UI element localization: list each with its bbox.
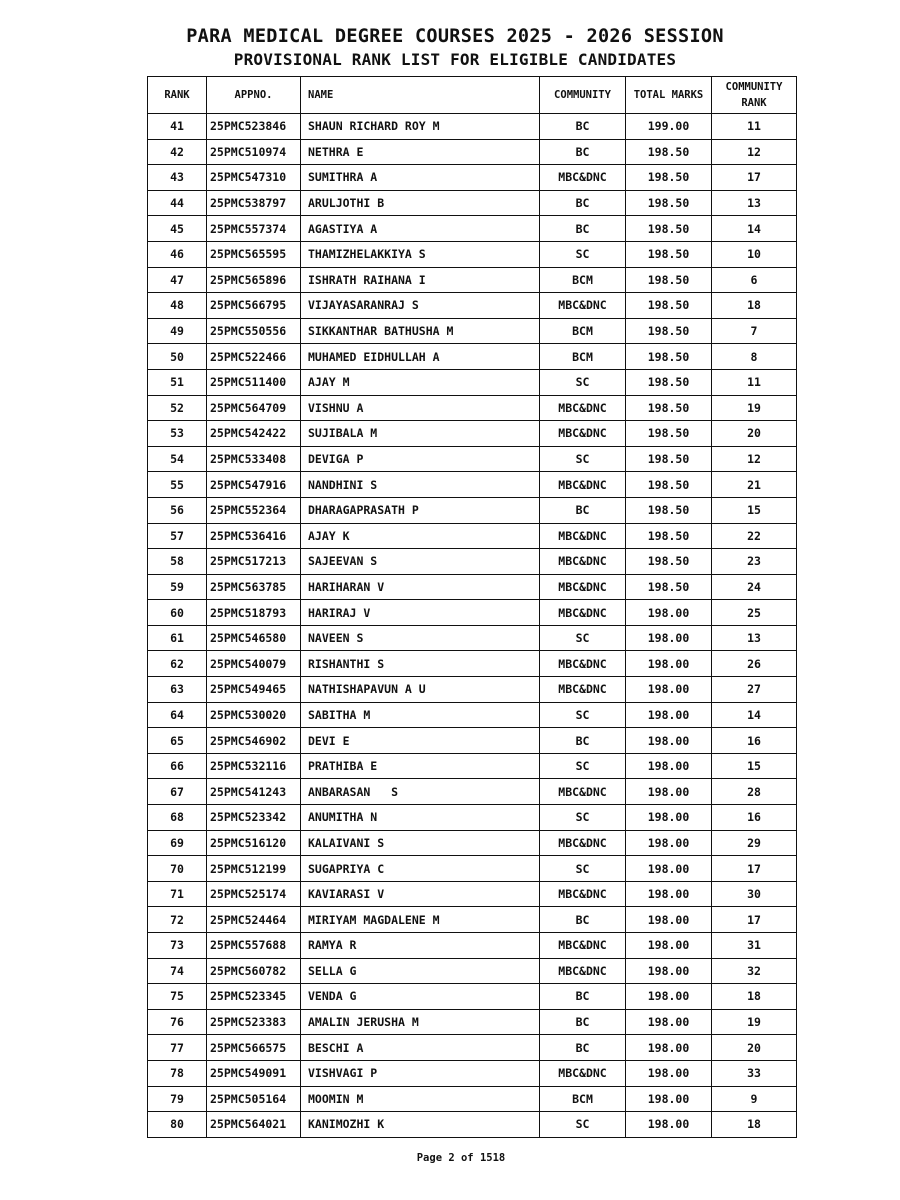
community-rank-cell: 28	[712, 779, 797, 805]
community-cell: SC	[540, 241, 626, 267]
community-rank-cell: 17	[712, 856, 797, 882]
rank-cell: 73	[148, 933, 207, 959]
header-community-rank: COMMUNITY RANK	[712, 77, 797, 114]
table-row	[148, 114, 797, 140]
appno-cell: 25PMC564709	[207, 395, 301, 421]
rank-cell: 68	[148, 805, 207, 831]
community-cell: BCM	[540, 1086, 626, 1112]
rank-cell: 78	[148, 1060, 207, 1086]
community-rank-cell: 12	[712, 446, 797, 472]
community-rank-cell: 26	[712, 651, 797, 677]
total-marks-cell: 198.00	[626, 830, 712, 856]
table-row	[148, 933, 797, 959]
community-cell: BC	[540, 907, 626, 933]
name-cell: SUMITHRA A	[301, 165, 540, 191]
name-cell: HARIHARAN V	[301, 574, 540, 600]
name-cell: KALAIVANI S	[301, 830, 540, 856]
total-marks-cell: 198.50	[626, 523, 712, 549]
community-cell: BC	[540, 497, 626, 523]
appno-cell: 25PMC549465	[207, 677, 301, 703]
community-cell: SC	[540, 1112, 626, 1138]
total-marks-cell: 198.00	[626, 677, 712, 703]
community-cell: MBC&DNC	[540, 830, 626, 856]
header-rank: RANK	[148, 77, 207, 114]
name-cell: VISHNU A	[301, 395, 540, 421]
rank-cell: 71	[148, 881, 207, 907]
page-number: Page 2 of 1518	[416, 1152, 506, 1164]
table-row	[148, 600, 797, 626]
table-row	[148, 907, 797, 933]
name-cell: MOOMIN M	[301, 1086, 540, 1112]
name-cell: BESCHI A	[301, 1035, 540, 1061]
rank-cell: 63	[148, 677, 207, 703]
community-rank-cell: 14	[712, 702, 797, 728]
total-marks-cell: 198.00	[626, 625, 712, 651]
community-cell: MBC&DNC	[540, 293, 626, 319]
appno-cell: 25PMC533408	[207, 446, 301, 472]
community-rank-cell: 17	[712, 165, 797, 191]
appno-cell: 25PMC546580	[207, 625, 301, 651]
name-cell: AMALIN JERUSHA M	[301, 1009, 540, 1035]
community-rank-cell: 11	[712, 114, 797, 140]
rank-cell: 74	[148, 958, 207, 984]
rank-cell: 49	[148, 318, 207, 344]
table-body	[148, 114, 797, 1138]
rank-cell: 50	[148, 344, 207, 370]
appno-cell: 25PMC530020	[207, 702, 301, 728]
total-marks-cell: 198.50	[626, 549, 712, 575]
name-cell: NAVEEN S	[301, 625, 540, 651]
community-rank-cell: 16	[712, 805, 797, 831]
rank-cell: 41	[148, 114, 207, 140]
community-cell: MBC&DNC	[540, 421, 626, 447]
header-name: NAME	[301, 77, 540, 114]
community-rank-cell: 19	[712, 395, 797, 421]
table-row	[148, 165, 797, 191]
name-cell: RISHANTHI S	[301, 651, 540, 677]
name-cell: KANIMOZHI K	[301, 1112, 540, 1138]
name-cell: VENDA G	[301, 984, 540, 1010]
table-row	[148, 190, 797, 216]
rank-cell: 56	[148, 497, 207, 523]
community-cell: MBC&DNC	[540, 1060, 626, 1086]
table-row	[148, 881, 797, 907]
name-cell: MIRIYAM MAGDALENE M	[301, 907, 540, 933]
total-marks-cell: 198.50	[626, 574, 712, 600]
community-cell: BC	[540, 728, 626, 754]
total-marks-cell: 198.00	[626, 881, 712, 907]
appno-cell: 25PMC510974	[207, 139, 301, 165]
table-header-row	[148, 77, 797, 114]
name-cell: ISHRATH RAIHANA I	[301, 267, 540, 293]
appno-cell: 25PMC566795	[207, 293, 301, 319]
rank-cell: 77	[148, 1035, 207, 1061]
total-marks-cell: 198.00	[626, 1060, 712, 1086]
total-marks-cell: 198.50	[626, 190, 712, 216]
table-row	[148, 523, 797, 549]
table-row	[148, 1009, 797, 1035]
community-rank-cell: 18	[712, 984, 797, 1010]
name-cell: VISHVAGI P	[301, 1060, 540, 1086]
total-marks-cell: 198.00	[626, 1035, 712, 1061]
table-row	[148, 753, 797, 779]
table-row	[148, 830, 797, 856]
appno-cell: 25PMC557688	[207, 933, 301, 959]
table-row	[148, 728, 797, 754]
name-cell: ANBARASAN S	[301, 779, 540, 805]
total-marks-cell: 198.00	[626, 651, 712, 677]
name-cell: DHARAGAPRASATH P	[301, 497, 540, 523]
rank-cell: 45	[148, 216, 207, 242]
appno-cell: 25PMC565595	[207, 241, 301, 267]
community-rank-cell: 18	[712, 293, 797, 319]
total-marks-cell: 198.50	[626, 216, 712, 242]
community-cell: BC	[540, 216, 626, 242]
community-cell: MBC&DNC	[540, 677, 626, 703]
table-row	[148, 702, 797, 728]
header-appno: APPNO.	[207, 77, 301, 114]
community-rank-cell: 29	[712, 830, 797, 856]
community-rank-cell: 12	[712, 139, 797, 165]
rank-cell: 59	[148, 574, 207, 600]
appno-cell: 25PMC563785	[207, 574, 301, 600]
appno-cell: 25PMC552364	[207, 497, 301, 523]
appno-cell: 25PMC542422	[207, 421, 301, 447]
rank-cell: 48	[148, 293, 207, 319]
table-row	[148, 805, 797, 831]
community-cell: SC	[540, 702, 626, 728]
table-row	[148, 241, 797, 267]
community-rank-cell: 20	[712, 1035, 797, 1061]
total-marks-cell: 198.50	[626, 139, 712, 165]
community-rank-cell: 31	[712, 933, 797, 959]
total-marks-cell: 198.00	[626, 779, 712, 805]
rank-cell: 65	[148, 728, 207, 754]
community-cell: MBC&DNC	[540, 600, 626, 626]
total-marks-cell: 198.00	[626, 753, 712, 779]
appno-cell: 25PMC505164	[207, 1086, 301, 1112]
rank-cell: 69	[148, 830, 207, 856]
total-marks-cell: 198.00	[626, 600, 712, 626]
rank-cell: 66	[148, 753, 207, 779]
appno-cell: 25PMC547916	[207, 472, 301, 498]
community-rank-cell: 30	[712, 881, 797, 907]
table-row	[148, 344, 797, 370]
total-marks-cell: 198.00	[626, 1112, 712, 1138]
community-rank-cell: 6	[712, 267, 797, 293]
name-cell: SABITHA M	[301, 702, 540, 728]
community-cell: SC	[540, 753, 626, 779]
table-row	[148, 574, 797, 600]
community-cell: BCM	[540, 344, 626, 370]
rank-cell: 79	[148, 1086, 207, 1112]
name-cell: SIKKANTHAR BATHUSHA M	[301, 318, 540, 344]
total-marks-cell: 198.50	[626, 344, 712, 370]
community-cell: SC	[540, 805, 626, 831]
table-row	[148, 1112, 797, 1138]
community-rank-cell: 17	[712, 907, 797, 933]
rank-list-table	[147, 76, 797, 1138]
page-subtitle: PROVISIONAL RANK LIST FOR ELIGIBLE CANDIDATES	[233, 50, 677, 69]
total-marks-cell: 198.00	[626, 1086, 712, 1112]
appno-cell: 25PMC518793	[207, 600, 301, 626]
rank-cell: 62	[148, 651, 207, 677]
total-marks-cell: 198.50	[626, 165, 712, 191]
community-rank-cell: 19	[712, 1009, 797, 1035]
rank-cell: 61	[148, 625, 207, 651]
appno-cell: 25PMC565896	[207, 267, 301, 293]
name-cell: PRATHIBA E	[301, 753, 540, 779]
appno-cell: 25PMC541243	[207, 779, 301, 805]
total-marks-cell: 198.50	[626, 395, 712, 421]
total-marks-cell: 198.50	[626, 318, 712, 344]
community-cell: MBC&DNC	[540, 574, 626, 600]
total-marks-cell: 198.50	[626, 267, 712, 293]
total-marks-cell: 198.50	[626, 293, 712, 319]
community-cell: SC	[540, 625, 626, 651]
table-row	[148, 1060, 797, 1086]
appno-cell: 25PMC532116	[207, 753, 301, 779]
appno-cell: 25PMC524464	[207, 907, 301, 933]
community-rank-cell: 20	[712, 421, 797, 447]
name-cell: SELLA G	[301, 958, 540, 984]
table-row	[148, 293, 797, 319]
community-rank-cell: 25	[712, 600, 797, 626]
total-marks-cell: 198.50	[626, 497, 712, 523]
total-marks-cell: 198.00	[626, 907, 712, 933]
name-cell: NETHRA E	[301, 139, 540, 165]
name-cell: AJAY K	[301, 523, 540, 549]
total-marks-cell: 198.00	[626, 856, 712, 882]
total-marks-cell: 198.50	[626, 472, 712, 498]
rank-cell: 57	[148, 523, 207, 549]
total-marks-cell: 198.00	[626, 1009, 712, 1035]
community-cell: MBC&DNC	[540, 651, 626, 677]
appno-cell: 25PMC511400	[207, 369, 301, 395]
community-cell: MBC&DNC	[540, 881, 626, 907]
total-marks-cell: 198.00	[626, 958, 712, 984]
table-row	[148, 472, 797, 498]
name-cell: MUHAMED EIDHULLAH A	[301, 344, 540, 370]
name-cell: AJAY M	[301, 369, 540, 395]
community-cell: BC	[540, 139, 626, 165]
table-row	[148, 369, 797, 395]
table-row	[148, 984, 797, 1010]
rank-cell: 52	[148, 395, 207, 421]
name-cell: ARULJOTHI B	[301, 190, 540, 216]
name-cell: DEVIGA P	[301, 446, 540, 472]
community-cell: MBC&DNC	[540, 779, 626, 805]
community-rank-cell: 13	[712, 625, 797, 651]
rank-cell: 72	[148, 907, 207, 933]
table-row	[148, 651, 797, 677]
total-marks-cell: 198.00	[626, 702, 712, 728]
community-cell: SC	[540, 856, 626, 882]
community-rank-cell: 13	[712, 190, 797, 216]
header-total-marks: TOTAL MARKS	[626, 77, 712, 114]
rank-cell: 46	[148, 241, 207, 267]
total-marks-cell: 198.00	[626, 933, 712, 959]
rank-cell: 53	[148, 421, 207, 447]
community-rank-cell: 32	[712, 958, 797, 984]
table-row	[148, 677, 797, 703]
rank-cell: 75	[148, 984, 207, 1010]
community-rank-cell: 10	[712, 241, 797, 267]
appno-cell: 25PMC549091	[207, 1060, 301, 1086]
total-marks-cell: 198.00	[626, 805, 712, 831]
name-cell: SAJEEVAN S	[301, 549, 540, 575]
rank-cell: 70	[148, 856, 207, 882]
community-rank-cell: 14	[712, 216, 797, 242]
community-cell: MBC&DNC	[540, 395, 626, 421]
total-marks-cell: 198.50	[626, 241, 712, 267]
appno-cell: 25PMC512199	[207, 856, 301, 882]
name-cell: VIJAYASARANRAJ S	[301, 293, 540, 319]
page-title: PARA MEDICAL DEGREE COURSES 2025 - 2026 SESSION	[186, 26, 724, 47]
appno-cell: 25PMC564021	[207, 1112, 301, 1138]
community-rank-cell: 9	[712, 1086, 797, 1112]
total-marks-cell: 198.00	[626, 728, 712, 754]
appno-cell: 25PMC560782	[207, 958, 301, 984]
total-marks-cell: 198.50	[626, 446, 712, 472]
community-rank-cell: 7	[712, 318, 797, 344]
rank-cell: 54	[148, 446, 207, 472]
community-rank-cell: 24	[712, 574, 797, 600]
appno-cell: 25PMC540079	[207, 651, 301, 677]
community-rank-cell: 21	[712, 472, 797, 498]
appno-cell: 25PMC536416	[207, 523, 301, 549]
table-row	[148, 216, 797, 242]
name-cell: AGASTIYA A	[301, 216, 540, 242]
table-row	[148, 549, 797, 575]
appno-cell: 25PMC522466	[207, 344, 301, 370]
name-cell: RAMYA R	[301, 933, 540, 959]
appno-cell: 25PMC550556	[207, 318, 301, 344]
appno-cell: 25PMC566575	[207, 1035, 301, 1061]
community-cell: MBC&DNC	[540, 472, 626, 498]
total-marks-cell: 198.50	[626, 369, 712, 395]
community-cell: BCM	[540, 318, 626, 344]
appno-cell: 25PMC546902	[207, 728, 301, 754]
community-cell: MBC&DNC	[540, 958, 626, 984]
appno-cell: 25PMC547310	[207, 165, 301, 191]
appno-cell: 25PMC525174	[207, 881, 301, 907]
community-rank-cell: 27	[712, 677, 797, 703]
rank-cell: 55	[148, 472, 207, 498]
community-rank-cell: 11	[712, 369, 797, 395]
rank-cell: 51	[148, 369, 207, 395]
community-rank-cell: 33	[712, 1060, 797, 1086]
total-marks-cell: 198.50	[626, 421, 712, 447]
community-cell: MBC&DNC	[540, 549, 626, 575]
name-cell: ANUMITHA N	[301, 805, 540, 831]
table-row	[148, 1035, 797, 1061]
rank-cell: 67	[148, 779, 207, 805]
appno-cell: 25PMC523383	[207, 1009, 301, 1035]
community-cell: BC	[540, 1009, 626, 1035]
community-rank-cell: 15	[712, 497, 797, 523]
community-rank-cell: 23	[712, 549, 797, 575]
appno-cell: 25PMC517213	[207, 549, 301, 575]
name-cell: KAVIARASI V	[301, 881, 540, 907]
name-cell: SUGAPRIYA C	[301, 856, 540, 882]
community-cell: MBC&DNC	[540, 165, 626, 191]
rank-cell: 76	[148, 1009, 207, 1035]
community-rank-cell: 15	[712, 753, 797, 779]
name-cell: SUJIBALA M	[301, 421, 540, 447]
header-community: COMMUNITY	[540, 77, 626, 114]
appno-cell: 25PMC523846	[207, 114, 301, 140]
rank-cell: 60	[148, 600, 207, 626]
community-cell: BCM	[540, 267, 626, 293]
table-row	[148, 625, 797, 651]
total-marks-cell: 199.00	[626, 114, 712, 140]
rank-cell: 44	[148, 190, 207, 216]
community-rank-cell: 8	[712, 344, 797, 370]
total-marks-cell: 198.00	[626, 984, 712, 1010]
community-rank-cell: 18	[712, 1112, 797, 1138]
table-row	[148, 139, 797, 165]
community-cell: SC	[540, 446, 626, 472]
community-cell: MBC&DNC	[540, 933, 626, 959]
table-row	[148, 421, 797, 447]
appno-cell: 25PMC538797	[207, 190, 301, 216]
table-row	[148, 856, 797, 882]
table-row	[148, 446, 797, 472]
table-row	[148, 1086, 797, 1112]
table-row	[148, 395, 797, 421]
appno-cell: 25PMC557374	[207, 216, 301, 242]
community-rank-cell: 16	[712, 728, 797, 754]
community-cell: BC	[540, 114, 626, 140]
community-cell: MBC&DNC	[540, 523, 626, 549]
community-cell: SC	[540, 369, 626, 395]
table-row	[148, 267, 797, 293]
rank-cell: 80	[148, 1112, 207, 1138]
name-cell: NATHISHAPAVUN A U	[301, 677, 540, 703]
table-row	[148, 318, 797, 344]
community-cell: BC	[540, 190, 626, 216]
name-cell: THAMIZHELAKKIYA S	[301, 241, 540, 267]
name-cell: HARIRAJ V	[301, 600, 540, 626]
appno-cell: 25PMC523342	[207, 805, 301, 831]
community-cell: BC	[540, 984, 626, 1010]
name-cell: NANDHINI S	[301, 472, 540, 498]
name-cell: DEVI E	[301, 728, 540, 754]
rank-cell: 58	[148, 549, 207, 575]
appno-cell: 25PMC523345	[207, 984, 301, 1010]
table-row	[148, 497, 797, 523]
table-row	[148, 958, 797, 984]
appno-cell: 25PMC516120	[207, 830, 301, 856]
table-row	[148, 779, 797, 805]
community-cell: BC	[540, 1035, 626, 1061]
rank-cell: 47	[148, 267, 207, 293]
name-cell: SHAUN RICHARD ROY M	[301, 114, 540, 140]
rank-cell: 43	[148, 165, 207, 191]
rank-cell: 42	[148, 139, 207, 165]
rank-cell: 64	[148, 702, 207, 728]
community-rank-cell: 22	[712, 523, 797, 549]
